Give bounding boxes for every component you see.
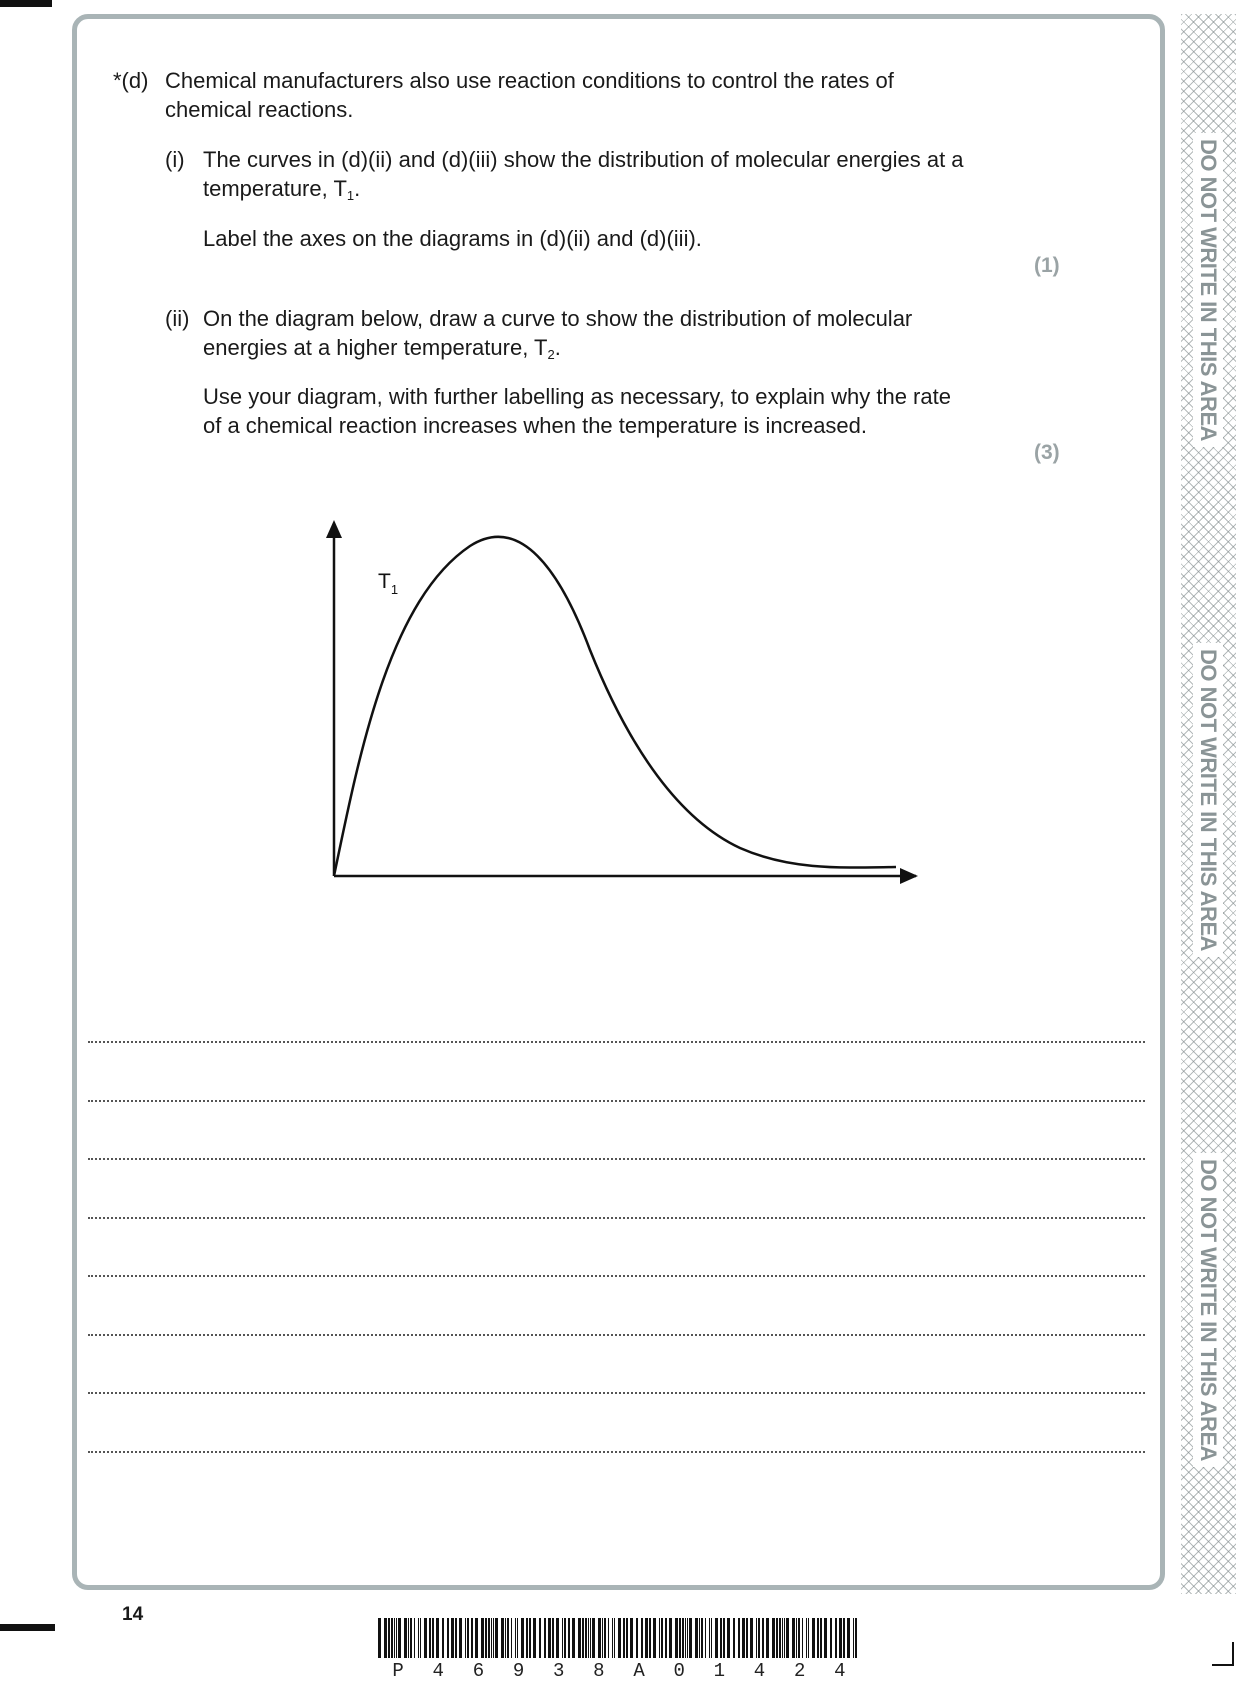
barcode-bar	[843, 1618, 845, 1658]
barcode-bar	[830, 1618, 832, 1658]
barcode-bar	[750, 1618, 753, 1658]
barcode-char: 0	[673, 1660, 685, 1682]
barcode-bar	[511, 1618, 512, 1658]
barcode-bar	[564, 1618, 566, 1658]
barcode-bar	[779, 1618, 781, 1658]
barcode-bar	[772, 1618, 775, 1658]
barcode-bar	[820, 1618, 822, 1658]
barcode-bar	[847, 1618, 850, 1658]
barcode-bar	[544, 1618, 546, 1658]
barcode-bar	[630, 1618, 633, 1658]
barcode-bar	[529, 1618, 531, 1658]
barcode-bar	[394, 1618, 395, 1658]
barcode-char: 2	[793, 1660, 806, 1682]
answer-line[interactable]	[88, 1392, 1145, 1394]
barcode-bar	[762, 1618, 764, 1658]
barcode-bar	[695, 1618, 698, 1658]
barcode-bar	[455, 1618, 457, 1658]
barcode-bar	[612, 1618, 613, 1658]
part-ii-label: (ii)	[165, 306, 190, 331]
barcode-bar	[481, 1618, 484, 1658]
barcode-bar	[742, 1618, 745, 1658]
energy-distribution-diagram	[300, 520, 940, 900]
barcode-bar	[685, 1618, 686, 1658]
barcode-char: 4	[753, 1660, 766, 1682]
barcode-char: 8	[593, 1660, 605, 1682]
answer-line[interactable]	[88, 1158, 1145, 1160]
barcode-bar	[618, 1618, 621, 1658]
registration-mark-bottom	[0, 1624, 55, 1631]
barcode-bar	[715, 1618, 718, 1658]
barcode-bar	[396, 1618, 397, 1658]
barcode-bar	[590, 1618, 591, 1658]
barcode-bar	[665, 1618, 667, 1658]
barcode-bar	[636, 1618, 638, 1658]
barcode-bar	[746, 1618, 748, 1658]
barcode-bar	[521, 1618, 524, 1658]
barcode-bar	[776, 1618, 778, 1658]
barcode-bar	[424, 1618, 427, 1658]
barcode-bar	[782, 1618, 783, 1658]
barcode-bar	[442, 1618, 444, 1658]
barcode-bar	[432, 1618, 434, 1658]
barcode-bar	[526, 1618, 528, 1658]
barcode-bar	[378, 1618, 381, 1658]
barcode-bar	[786, 1618, 789, 1658]
barcode-bar	[802, 1618, 803, 1658]
barcode-bar	[641, 1618, 643, 1658]
barcode-bar	[429, 1618, 431, 1658]
barcode-bar	[507, 1618, 509, 1658]
t1-curve-label: $T_1$	[378, 570, 399, 597]
x-axis-arrowhead	[900, 868, 918, 884]
barcode-bar	[568, 1618, 570, 1658]
barcode-bar	[669, 1618, 672, 1658]
part-i-label: (i)	[165, 147, 185, 172]
barcode-bar	[709, 1618, 710, 1658]
registration-mark-right	[1232, 1642, 1234, 1664]
barcode-bar	[675, 1618, 678, 1658]
answer-line[interactable]	[88, 1041, 1145, 1043]
barcode-bar	[391, 1618, 393, 1658]
barcode-bar	[467, 1618, 469, 1658]
barcode-bar	[495, 1618, 498, 1658]
barcode-bar	[598, 1618, 601, 1658]
barcode-char: 3	[553, 1660, 565, 1682]
barcode-bar	[701, 1618, 703, 1658]
barcode-char: 4	[432, 1660, 444, 1682]
barcode-bar	[824, 1618, 827, 1658]
barcode-bar	[552, 1618, 554, 1658]
barcode-bar	[418, 1618, 419, 1658]
barcode-bar	[817, 1618, 819, 1658]
barcode-bar	[649, 1618, 651, 1658]
registration-mark-right-base	[1212, 1664, 1234, 1666]
barcode-bar	[436, 1618, 439, 1658]
barcode-bar	[465, 1618, 466, 1658]
barcode-bar	[414, 1618, 415, 1658]
barcode-bar	[515, 1618, 516, 1658]
barcode-bar	[796, 1618, 797, 1658]
barcode-bar	[447, 1618, 449, 1658]
barcode-bar	[491, 1618, 492, 1658]
barcode-bar	[404, 1618, 407, 1658]
barcode-bar	[756, 1618, 757, 1658]
barcode-bar	[459, 1618, 462, 1658]
barcode-bar	[562, 1618, 563, 1658]
barcode-bar	[408, 1618, 409, 1658]
barcode-bar	[572, 1618, 575, 1658]
barcode-bar	[705, 1618, 706, 1658]
question-d-line-1: Chemical manufacturers also use reaction conditions to control the rates of	[165, 68, 894, 93]
barcode-bar	[604, 1618, 606, 1658]
barcode-bar	[720, 1618, 722, 1658]
part-ii-line-1: On the diagram below, draw a curve to show the distribution of molecular	[203, 306, 913, 331]
barcode-bar	[758, 1618, 760, 1658]
answer-line[interactable]	[88, 1451, 1145, 1453]
answer-line[interactable]	[88, 1334, 1145, 1336]
barcode-bar	[738, 1618, 740, 1658]
part-ii-instruction-line-1: Use your diagram, with further labelling as necessary, to explain why the rate	[203, 384, 951, 409]
barcode-bar	[539, 1618, 541, 1658]
barcode-bar	[659, 1618, 660, 1658]
barcode-bar	[556, 1618, 559, 1658]
barcode-bar	[388, 1618, 390, 1658]
part-i-line-2: temperature, $T_1$.	[203, 176, 361, 203]
barcode-bar	[585, 1618, 587, 1658]
barcode-bar	[410, 1618, 412, 1658]
barcode	[378, 1618, 860, 1684]
barcode-bar	[733, 1618, 735, 1658]
barcode-bar	[853, 1618, 854, 1658]
barcode-bar	[578, 1618, 581, 1658]
barcode-char: P	[392, 1660, 404, 1682]
barcode-bar	[501, 1618, 504, 1658]
barcode-bar	[687, 1618, 688, 1658]
barcode-char: A	[633, 1660, 645, 1682]
barcode-bar	[727, 1618, 730, 1658]
barcode-bar	[682, 1618, 684, 1658]
barcode-bar	[784, 1618, 785, 1658]
barcode-bar	[723, 1618, 725, 1658]
barcode-bar	[766, 1618, 769, 1658]
barcode-bar	[485, 1618, 487, 1658]
question-d-label: *(d)	[113, 68, 149, 93]
barcode-bar	[835, 1618, 837, 1658]
registration-mark-top	[0, 0, 52, 7]
barcode-bar	[623, 1618, 625, 1658]
barcode-bar	[420, 1618, 421, 1658]
t1-distribution-curve	[334, 537, 896, 876]
part-ii-instruction-line-2: of a chemical reaction increases when the temperature is increased.	[203, 413, 868, 438]
barcode-bar	[645, 1618, 648, 1658]
barcode-bar	[533, 1618, 536, 1658]
answer-line[interactable]	[88, 1275, 1145, 1277]
barcode-bar	[661, 1618, 663, 1658]
barcode-bar	[505, 1618, 506, 1658]
barcode-bar	[653, 1618, 656, 1658]
barcode-text	[378, 1660, 860, 1682]
question-d-line-2: chemical reactions.	[165, 97, 354, 122]
barcode-bar	[471, 1618, 473, 1658]
barcode-bar	[592, 1618, 595, 1658]
barcode-bar	[493, 1618, 494, 1658]
barcode-bar	[798, 1618, 800, 1658]
answer-line[interactable]	[88, 1217, 1145, 1219]
barcode-bar	[855, 1618, 857, 1658]
barcode-bar	[689, 1618, 692, 1658]
barcode-bar	[699, 1618, 700, 1658]
page-number: 14	[122, 1604, 144, 1625]
part-i-instruction: Label the axes on the diagrams in (d)(ii) and (d)(iii).	[203, 226, 702, 251]
part-ii-line-2: energies at a higher temperature, $T_2$.	[203, 335, 561, 362]
y-axis-arrowhead	[326, 520, 342, 538]
barcode-bar	[475, 1618, 478, 1658]
barcode-bar	[451, 1618, 454, 1658]
part-ii-marks: (3)	[1034, 441, 1060, 464]
barcode-char: 6	[472, 1660, 485, 1682]
barcode-bar	[812, 1618, 815, 1658]
barcode-bar	[488, 1618, 490, 1658]
answer-line[interactable]	[88, 1100, 1145, 1102]
barcode-bar	[792, 1618, 795, 1658]
barcode-bar	[608, 1618, 609, 1658]
barcode-bar	[602, 1618, 603, 1658]
barcode-bar	[548, 1618, 551, 1658]
barcode-bar	[839, 1618, 842, 1658]
barcode-bar	[582, 1618, 584, 1658]
barcode-bar	[398, 1618, 401, 1658]
barcode-bar	[384, 1618, 387, 1658]
barcode-char: 4	[834, 1660, 846, 1682]
barcode-bar	[711, 1618, 712, 1658]
barcode-bar	[806, 1618, 807, 1658]
part-i-line-1: The curves in (d)(ii) and (d)(iii) show the distribution of molecular energies at a	[203, 147, 964, 172]
barcode-bars	[378, 1618, 860, 1658]
part-i-marks: (1)	[1034, 254, 1060, 277]
barcode-bar	[679, 1618, 681, 1658]
barcode-bar	[588, 1618, 589, 1658]
barcode-char: 1	[713, 1660, 726, 1682]
barcode-char: 9	[512, 1660, 525, 1682]
barcode-bar	[626, 1618, 628, 1658]
barcode-bar	[808, 1618, 809, 1658]
barcode-bar	[614, 1618, 615, 1658]
barcode-bar	[517, 1618, 518, 1658]
